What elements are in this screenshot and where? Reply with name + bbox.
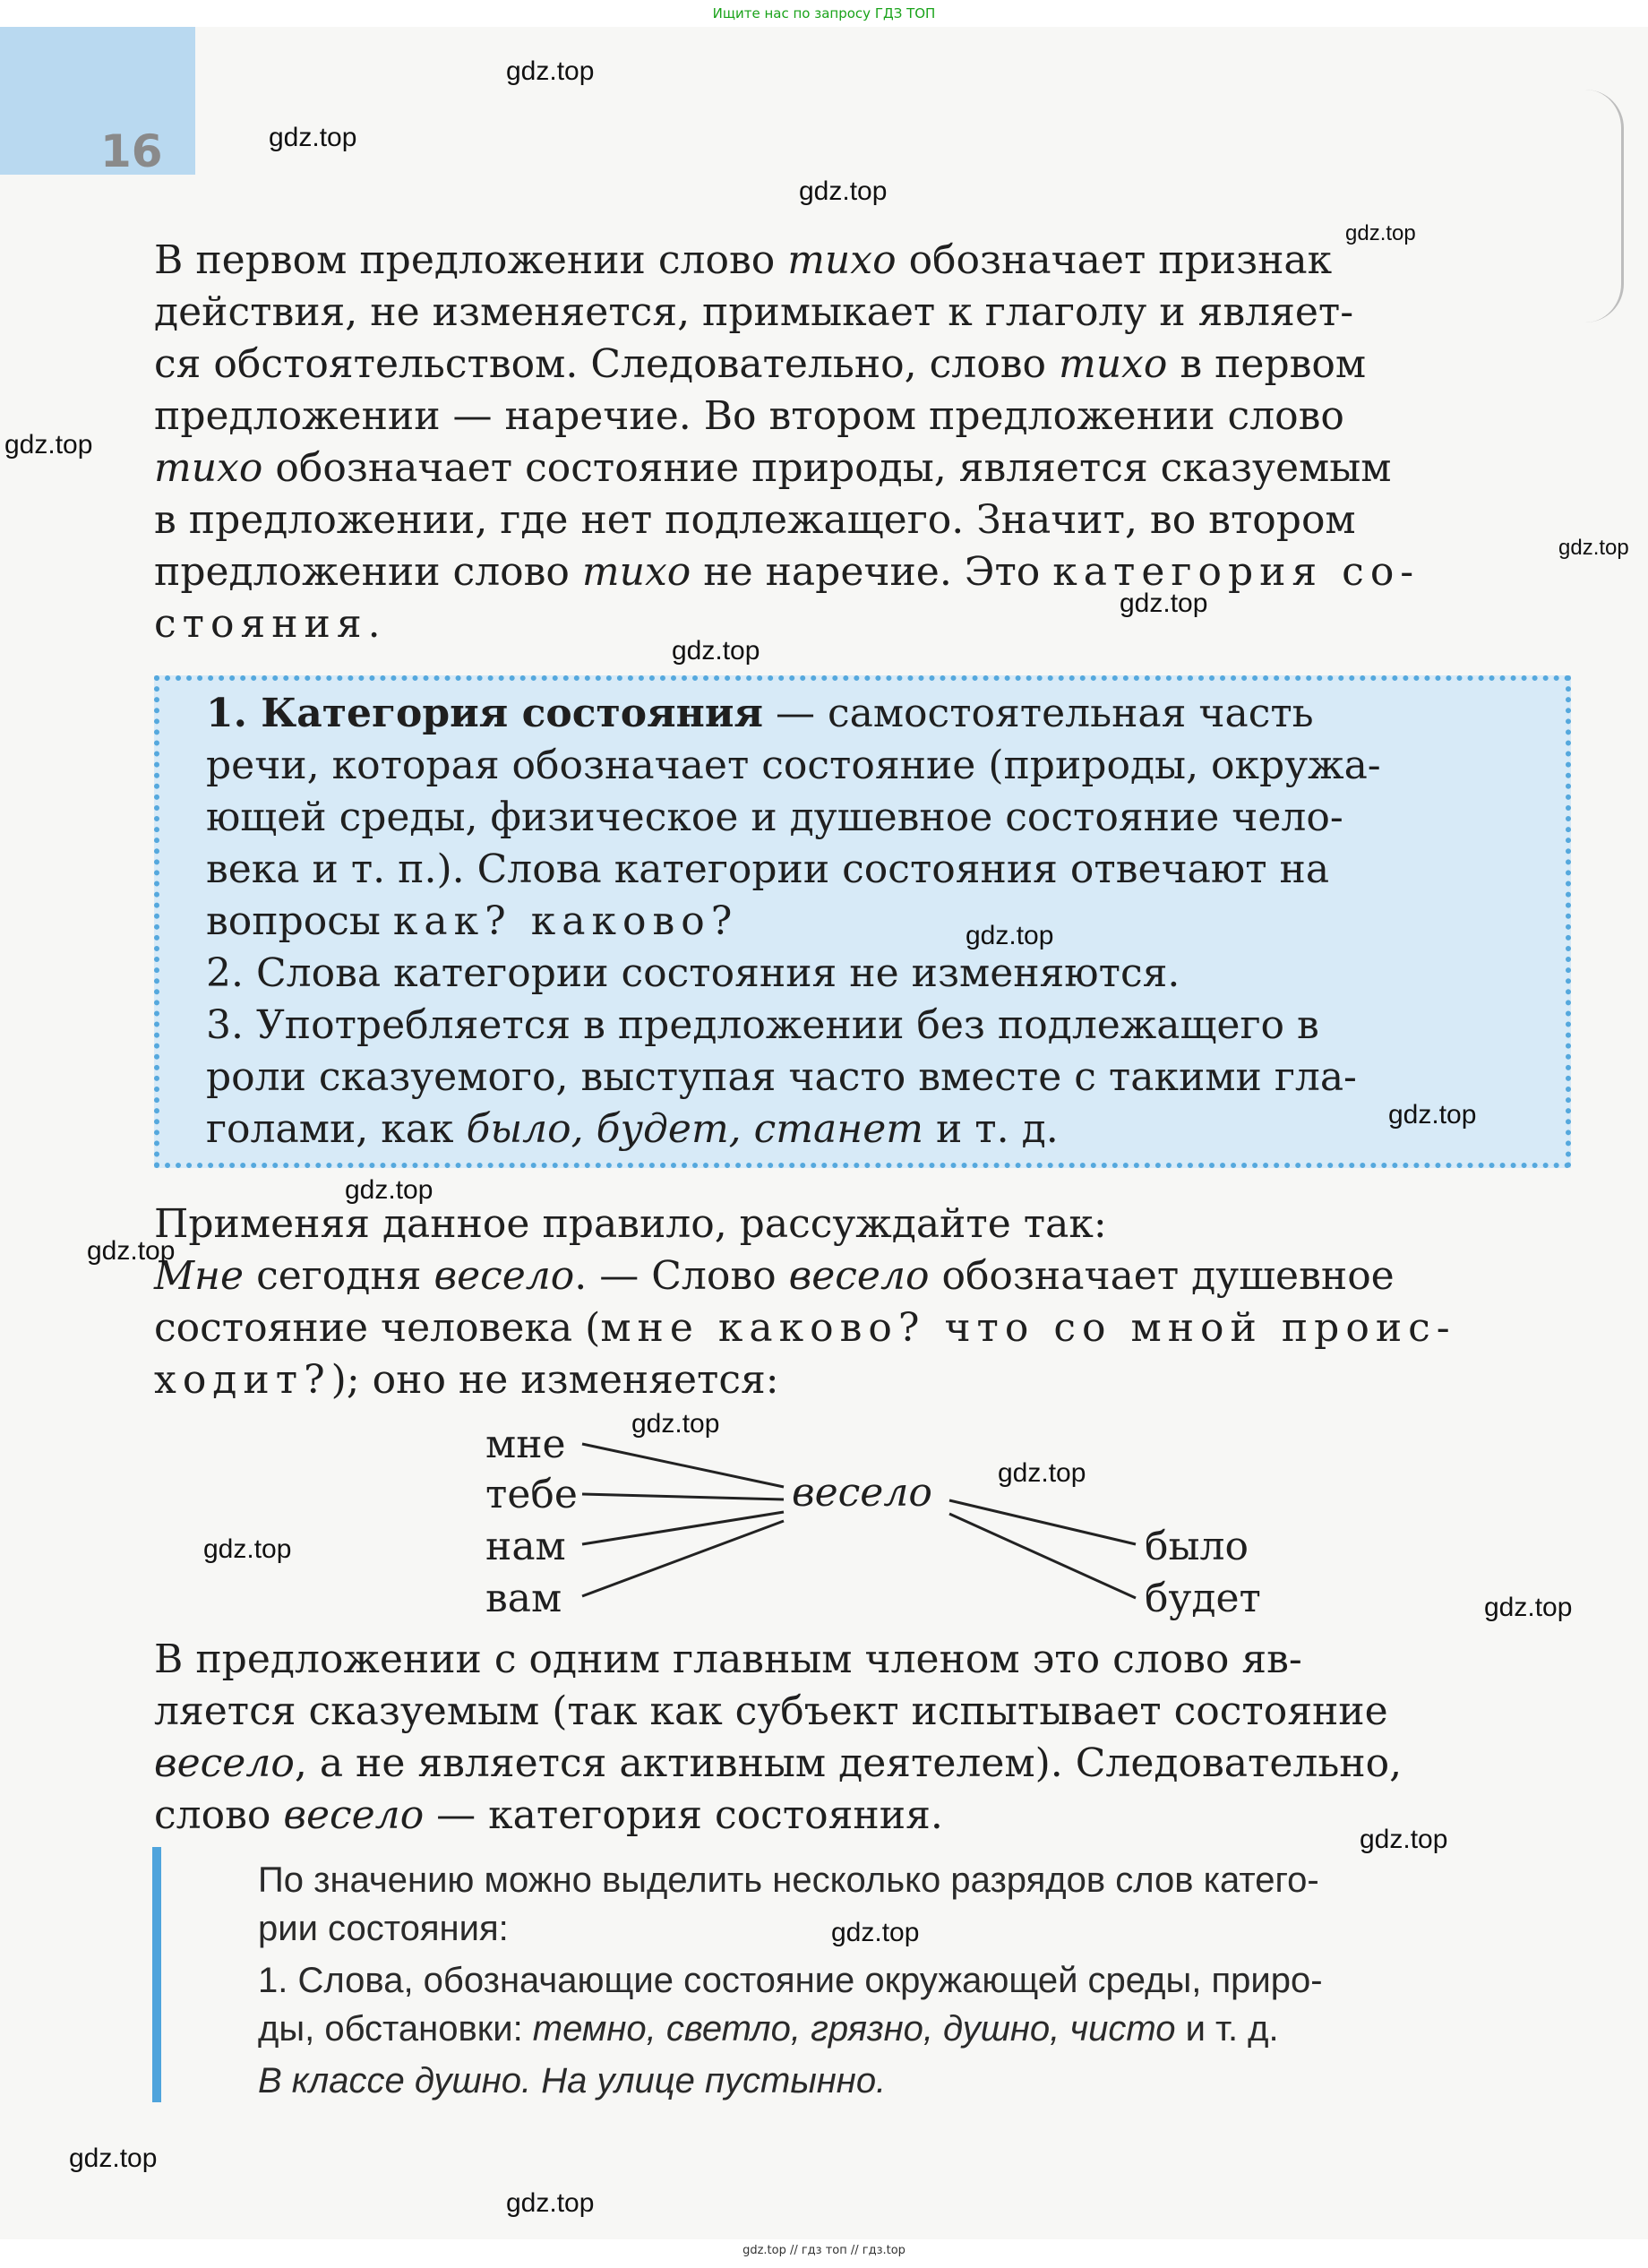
- conclusion-line: В предложении с одним главным членом это слово яв-: [154, 1637, 1302, 1682]
- connector-line: [582, 1512, 784, 1544]
- connector-line: [582, 1494, 784, 1499]
- conclusion-paragraph: [154, 1634, 1569, 1842]
- rule-line: речи, которая обозначает состояние (природы, окружа-: [206, 743, 1381, 788]
- intro-line: действия, не изменяется, примыкает к глаголу и являет-: [154, 289, 1354, 335]
- rule-line: 3. Употребляется в предложении без подлежащего в: [206, 1002, 1319, 1048]
- intro-line: ся обстоятельством. Следовательно, слово тихо в первом: [154, 341, 1367, 387]
- info-line: По значению можно выделить несколько разрядов слов катего-: [258, 1860, 1319, 1900]
- watermark[interactable]: gdz.top: [1484, 1593, 1573, 1622]
- watermark[interactable]: gdz.top: [1388, 1100, 1477, 1130]
- intro-line: тихо обозначает состояние природы, является сказуемым: [154, 445, 1392, 491]
- watermark[interactable]: gdz.top: [1558, 536, 1629, 560]
- pronoun-word: тебе: [485, 1472, 578, 1517]
- watermark[interactable]: gdz.top: [966, 921, 1054, 950]
- page-number: 16: [100, 125, 163, 177]
- watermark[interactable]: gdz.top: [506, 56, 595, 86]
- watermark[interactable]: gdz.top: [1360, 1825, 1448, 1854]
- info-example: В классе душно. На улице пустынно.: [258, 2061, 887, 2100]
- reasoning-line: ходит?); оно не изменяется:: [154, 1357, 779, 1403]
- pronoun-word: мне: [485, 1422, 566, 1467]
- watermark[interactable]: gdz.top: [87, 1236, 176, 1266]
- reasoning-line: Применяя данное правило, рассуждайте так:: [154, 1201, 1107, 1247]
- watermark[interactable]: gdz.top: [831, 1918, 920, 1947]
- watermark[interactable]: gdz.top: [799, 176, 888, 206]
- info-block: [258, 1856, 1575, 2105]
- watermark[interactable]: gdz.top: [4, 430, 93, 460]
- watermark[interactable]: gdz.top: [631, 1409, 720, 1439]
- connector-line: [949, 1500, 1136, 1544]
- conclusion-line: ляется сказуемым (так как субъект испытывает состояние: [154, 1688, 1388, 1734]
- rule-line: роли сказуемого, выступая часто вместе с такими гла-: [206, 1054, 1357, 1100]
- pronoun-word: вам: [485, 1576, 562, 1621]
- watermark[interactable]: gdz.top: [998, 1458, 1086, 1488]
- rule-line: 1. Категория состояния — самостоятельная часть: [206, 691, 1314, 736]
- info-side-bar: [152, 1847, 161, 2102]
- reasoning-line: состояние человека (мне каково? что со мной проис-: [154, 1305, 1456, 1351]
- intro-line: предложении слово тихо не наречие. Это категория со-: [154, 549, 1421, 595]
- bottom-banner-note[interactable]: gdz.top // гдз топ // гдз.top: [742, 2244, 906, 2257]
- watermark[interactable]: gdz.top: [1345, 221, 1416, 245]
- info-line: ды, обстановки: темно, светло, грязно, душно, чисто и т. д.: [258, 2009, 1279, 2049]
- conclusion-line: слово весело — категория состояния.: [154, 1792, 943, 1838]
- intro-line: в предложении, где нет подлежащего. Значит, во втором: [154, 497, 1356, 543]
- watermark[interactable]: gdz.top: [69, 2143, 158, 2173]
- rule-line: голами, как было, будет, станет и т. д.: [206, 1106, 1059, 1152]
- watermark[interactable]: gdz.top: [1120, 588, 1208, 618]
- info-line: рии состояния:: [258, 1909, 509, 1948]
- connector-line: [582, 1444, 784, 1487]
- watermark[interactable]: gdz.top: [203, 1534, 292, 1564]
- watermark[interactable]: gdz.top: [269, 123, 357, 152]
- watermark[interactable]: gdz.top: [345, 1175, 433, 1205]
- info-line: 1. Слова, обозначающие состояние окружающей среды, приро-: [258, 1961, 1323, 2000]
- verb-word: будет: [1145, 1576, 1261, 1621]
- watermark[interactable]: gdz.top: [506, 2188, 595, 2218]
- connector-line: [949, 1514, 1136, 1598]
- rule-line: 2. Слова категории состояния не изменяются.: [206, 950, 1180, 996]
- intro-line: В первом предложении слово тихо обозначает признак: [154, 237, 1333, 283]
- verb-word: было: [1145, 1524, 1249, 1569]
- rule-line: века и т. п.). Слова категории состояния отвечают на: [206, 846, 1330, 892]
- top-banner-note[interactable]: Ищите нас по запросу ГДЗ ТОП: [712, 5, 936, 21]
- pronoun-word: нам: [485, 1524, 566, 1569]
- rule-line: вопросы как? каково?: [206, 898, 739, 944]
- connector-line: [582, 1521, 784, 1596]
- conclusion-line: весело, а не является активным деятелем). Следовательно,: [154, 1740, 1403, 1786]
- rule-line: ющей среды, физическое и душевное состояние чело-: [206, 795, 1343, 840]
- intro-line: предложении — наречие. Во втором предложении слово: [154, 393, 1344, 439]
- reasoning-line: Мне сегодня весело. — Слово весело обозначает душевное: [154, 1253, 1395, 1299]
- intro-line: стояния.: [154, 601, 387, 647]
- center-word: весело: [792, 1470, 932, 1516]
- watermark[interactable]: gdz.top: [672, 636, 760, 666]
